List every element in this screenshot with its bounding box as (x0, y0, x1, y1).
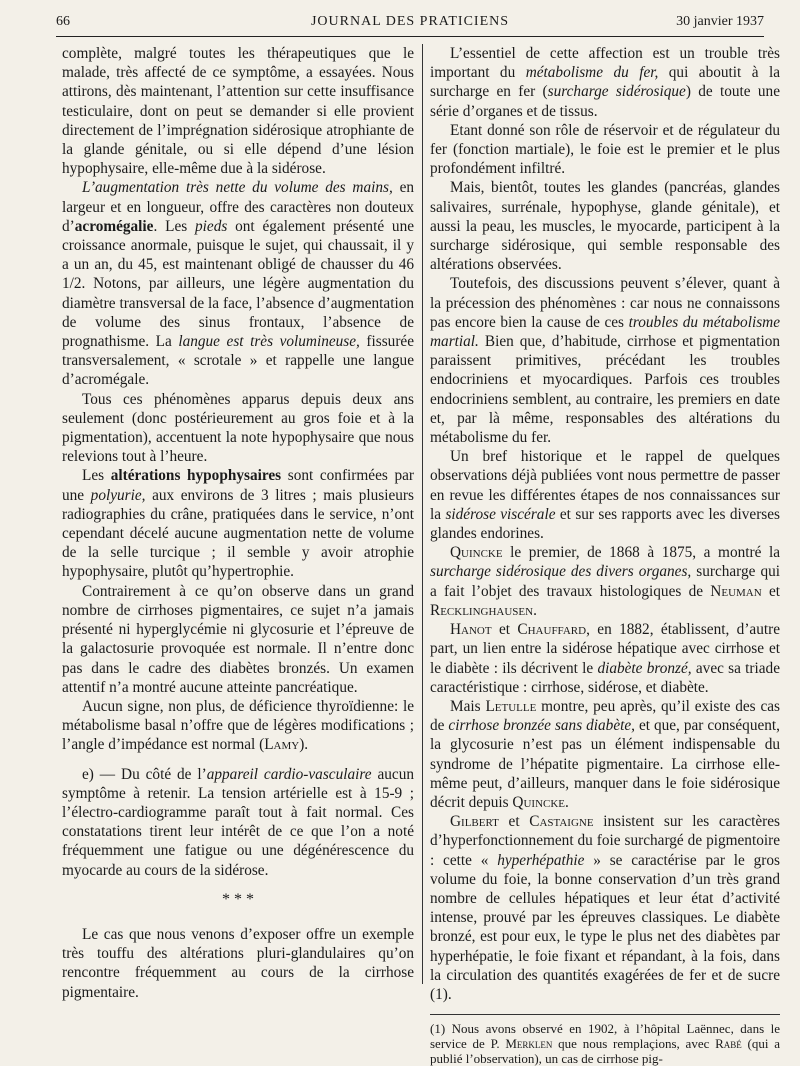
paragraph: Quincke le premier, de 1868 à 1875, a montré la surcharge sidérosique des divers organes, surcharge qui a fait l’objet des travaux histologiques de Neuman et Recklinghausen. (430, 544, 781, 619)
paragraph: complète, malgré toutes les thérapeutiques que le malade, très affecté de ce symptôme, a essayées. Nous attirons, dès maintenant, l’attention sur cette insuffisance testiculaire, dont on peut se demander si elle provient directement de l’imprégnation sidérosique atrophiante de la glande génitale, ou si elle dépend d’une lésion hypophysaire, elle-même due à la sidérose. (62, 45, 414, 178)
paragraph: Un bref historique et le rappel de quelques observations déjà publiées vont nous permettre de passer en revue les différentes étapes de nos connaissances sur la sidérose viscérale et sur ses rapports avec les diverses glandes endorines. (430, 448, 780, 543)
paragraph: Mais Letulle montre, peu après, qu’il existe des cas de cirrhose bronzée sans diabète, et que, par conséquent, la glycosurie n’est pas un élément indispensable du syndrome de l’hépatite pigmentaire. La cirrhose elle-même peut, d’ailleurs, manquer dans le foie sidérosique décrit depuis Quincke. (430, 697, 780, 811)
paragraph: Tous ces phénomènes apparus depuis deux ans seulement (donc postérieurement au gros foie et à la pigmentation), accentuent la note hypophysaire que nous relevions tout à l’heure. (62, 390, 414, 466)
left-column (62, 44, 414, 1002)
paragraph: Le cas que nous venons d’exposer offre un exemple très touffu des altérations pluri-glandulaires qu’on rencontre fréquemment au cours de la cirrhose pigmentaire. (62, 925, 414, 1001)
paragraph: Toutefois, des discussions peuvent s’élever, quant à la précession des phénomènes : car nous ne connaissons pas encore bien la cause de ces troubles du métabolisme martial. Bien que, d’habitude, cirrhose et pigmentation paraissent primitives, précédant les troubles endocriniens et myocardiques. Parfois ces troubles endocriniens semblent, au contraire, les premiers en date et, par là même, responsables des altérations du métabolisme du fer. (430, 275, 780, 447)
paragraph: Aucun signe, non plus, de déficience thyroïdienne: le métabolisme basal n’offre que de légères modifications ; l’angle d’impédance est normal (Lamy). (62, 697, 414, 754)
running-header (56, 14, 764, 36)
paragraph: Gilbert et Castaigne insistent sur les caractères d’hyperfonctionnement du foie surchargé de pigmentoire : cette « hyperhépathie » se caractérise par le gros volume du foie, la bonne conservation d’un très grand nombre de cellules hépatiques et leur état d’activité intense, prouvé par les épreuves classiques. Le diabète bronzé, est pour eux, le type le plus net des diabètes par hyperhépatie, le foie fixant et répandant, à la fois, dans la circulation des quantités exagérées de fer et de sucre (1). (430, 813, 780, 1003)
paragraph: L’augmentation très nette du volume des mains, en largeur et en longueur, offre des caractères non douteux d’acromégalie. Les pieds ont également présenté une croissance anormale, puisque le sujet, qui chaussait, il y a un an, du 45, est maintenant obligé de chausser du 46 1/2. Notons, par ailleurs, une légère augmentation du diamètre transversal de la face, l’absence d’augmentation de volume des sinus frontaux, l’absence de prognathisme. La langue est très volumineuse, fissurée transversalement, « scrotale » et rappelle une langue d’acromégale. (62, 179, 415, 389)
footnote: (1) Nous avons observé en 1902, à l’hôpital Laënnec, dans le service de P. Merklen que nous remplaçions, avec Rabé (qui a publié l’observation), un cas de cirrhose pig- (430, 1014, 780, 1066)
header-rule (56, 36, 764, 37)
issue-date: 30 janvier 1937 (676, 14, 764, 29)
paragraph: e) — Du côté de l’appareil cardio-vasculaire aucun symptôme à retenir. La tension artérielle est à 15-9 ; l’électro-cardiogramme paraît tout à fait normal. Ces constatations tirent leur intérêt de ce que l’on a noté fréquemment une fatigue ou une dégénérescence du myocarde au cours de la sidérose. (62, 765, 414, 879)
paragraph: Contrairement à ce qu’on observe dans un grand nombre de cirrhoses pigmentaires, ce sujet n’a jamais présenté ni hyperglycémie ni glycosurie et l’épreuve de la galactosurie provoquée est normale. Il n’entre donc pas dans le cadre des diabètes bronzés. Un examen attentif n’a montré aucune atteinte pancréatique. (62, 582, 414, 696)
section-separator: * * * (222, 890, 254, 908)
right-column (430, 44, 780, 1066)
column-divider (422, 44, 423, 984)
paragraph: Les altérations hypophysaires sont confirmées par une polyurie, aux environs de 3 litres ; mais plusieurs radiographies du crâne, pratiquées dans le service, n’ont cependant décelé aucune augmentation nette de volume de la selle turcique ; il semble y avoir atrophie hypophysaire, plutôt qu’hypertrophie. (62, 467, 414, 581)
page-number: 66 (56, 14, 70, 29)
paragraph: Mais, bientôt, toutes les glandes (pancréas, glandes salivaires, surrénale, hypophyse, glande génitale), et aussi la peau, les muscles, le myocarde, participent à la surcharge sidérosique, qui semble responsable des altérations observées. (430, 179, 780, 274)
paragraph: L’essentiel de cette affection est un trouble très important du métabolisme du fer, qui aboutit à la surcharge en fer (surcharge sidérosique) de toute une série d’organes et de tissus. (430, 45, 780, 120)
journal-title: JOURNAL DES PRATICIENS (310, 14, 510, 29)
paragraph: Hanot et Chauffard, en 1882, établissent, d’autre part, un lien entre la sidérose hépatique avec cirrhose et le diabète : ils décrivent le diabète bronzé, avec sa triade caractéristique : cirrhose, sidérose, et diabète. (430, 621, 780, 696)
paragraph: Etant donné son rôle de réservoir et de régulateur du fer (fonction martiale), le foie est le premier et le plus profondément infiltré. (430, 121, 780, 178)
